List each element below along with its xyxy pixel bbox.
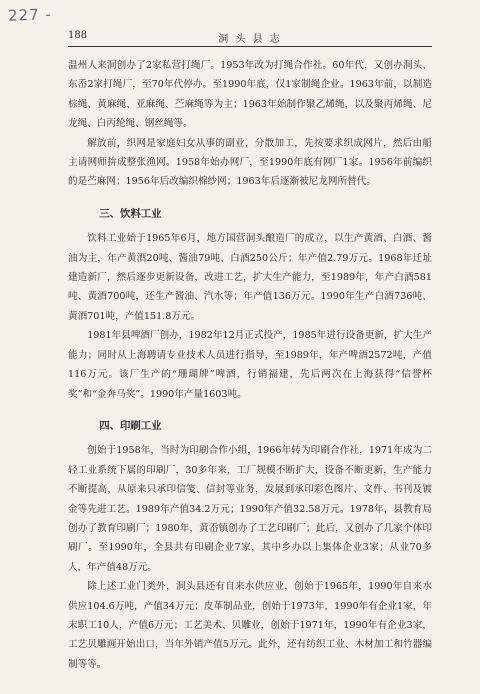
section-heading-printing: 四、印刷工业: [99, 419, 162, 432]
body-paragraph: 创始于1958年，当时为印刷合作小组，1966年转为印刷合作社，1971年成为二轻工业系统下属的印刷厂，30多年来，工厂规模不断扩大，设备不断更新，生产能力不断提高，从原来只承印信笺、信封等业务，发展到承印彩色图片、文件、书刊及镀金等先进工艺。1989年产值34.2万元；1990年产值32.58万元。1978年，县教育局创办了教育印刷厂；1980年，黄岙镇创办了工艺印刷厂；此后，又创办了几家个体印刷厂。至1990年，全县共有印刷企业7家，其中乡办以上集体企业3家；从业70多人，年产值48万元。: [68, 445, 432, 573]
handwritten-page-note: 227 -: [7, 5, 53, 25]
body-paragraph: 温州人来洞创办了2家私营打绳厂。1953年改为打绳合作社。60年代，又创办洞头、东岙2家打绳厂，至70年代停办。至1990年底，仅1家制绳企业。1963年前，以制造棕绳、黄麻绳、亚麻绳、苎麻绳等为主；1963年始制作聚乙烯绳，以及聚丙烯绳、尼龙绳、白丙纶绳、钢丝绳等。: [68, 60, 432, 130]
body-paragraph: 除上述工业门类外，洞头县还有自来水供应业，创始于1965年，1990年自来水供应104.6万吨，产值34万元；皮革制品业，创始于1973年，1990年有企业1家，年末职工10人，产值6万元；工艺美术、贝雕业，创始于1971年，1990年有企业3家，工艺贝雕画开始出口，当年外销产值5万元。此外，还有纺织工业、木材加工和竹器编制等等。: [68, 581, 432, 670]
page-number: 188: [68, 30, 88, 41]
body-paragraph: 1981年县啤酒厂创办，1982年12月正式投产，1985年进行设备更新，扩大生产能力；同时从上海聘请专业技术人员进行指导，至1989年，年产啤酒2572吨，产值116万元。该厂生产的“珊瑚牌”啤酒，行销福建，先后两次在上海获得“信誉杯奖”和“金奔马奖”。1990年产量1603吨。: [68, 330, 432, 400]
page-header: [68, 28, 432, 47]
book-title: 洞 头 县 志: [218, 34, 282, 45]
body-paragraph: 饮料工业始于1965年6月，地方国营洞头酿造厂的成立，以生产黄酒、白酒、酱油为主，年产黄酒20吨、酱油79吨、白酒250公斤；年产值2.79万元。1968年迁址建造新厂，然后逐步更新设备，改进工艺，扩大生产能力，至1989年，年产白酒581吨、黄酒700吨，还生产酱油、汽水等；年产值136万元。1990年生产白酒736吨、黄酒701吨，产值151.8万元。: [68, 233, 432, 322]
section-heading-beverage: 三、饮料工业: [99, 207, 162, 220]
page-body: [68, 56, 432, 674]
body-paragraph: 解放前，织网是家庭妇女从事的副业，分散加工，先按要求织成网片，然后由船主请网师拚成整张渔网。1958年始办网厂，至1990年底有网厂1家。1956年前编织的是苎麻网；1956年后改编织棉纱网；1963年后逐渐被尼龙网所替代。: [68, 137, 432, 188]
